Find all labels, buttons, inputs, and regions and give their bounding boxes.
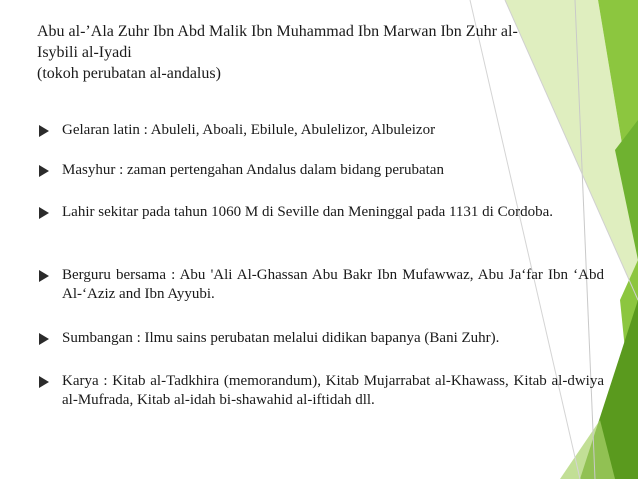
- title-line-1: Abu al-’Ala Zuhr Ibn Abd Malik Ibn Muhammad Ibn Marwan Ibn Zuhr al-: [37, 23, 518, 40]
- arrow-bullet-icon: [39, 207, 49, 219]
- bullet-text: Karya : Kitab al-Tadkhira (memorandum), Kitab Mujarrabat al-Khawass, Kitab al-dwiya al-Mufrada, Kitab al-idah bi-shawahid al-iftidah dll.: [62, 373, 604, 408]
- arrow-bullet-icon: [39, 270, 49, 282]
- slide-title: [37, 21, 592, 84]
- bullet-item: [36, 372, 604, 410]
- bullet-text: Lahir sekitar pada tahun 1060 M di Seville dan Meninggal pada 1131 di Cordoba.: [62, 204, 554, 220]
- bullet-text: Gelaran latin : Abuleli, Aboali, Ebilule, Abulelizor, Albuleizor: [62, 122, 436, 138]
- bullet-item: [36, 121, 604, 140]
- arrow-bullet-icon: [39, 125, 49, 137]
- bullet-text: Sumbangan : Ilmu sains perubatan melalui didikan bapanya (Bani Zuhr).: [62, 330, 500, 346]
- bullet-item: [36, 203, 604, 222]
- bullet-item: [36, 329, 604, 348]
- arrow-bullet-icon: [39, 376, 49, 388]
- arrow-bullet-icon: [39, 165, 49, 177]
- bullet-text: Masyhur : zaman pertengahan Andalus dalam bidang perubatan: [62, 162, 444, 178]
- bullet-item: [36, 266, 604, 304]
- arrow-bullet-icon: [39, 333, 49, 345]
- title-line-2: Isybili al-Iyadi: [37, 44, 132, 61]
- title-line-3: (tokoh perubatan al-andalus): [37, 65, 221, 82]
- bullet-item: [36, 161, 604, 180]
- bullet-text: Berguru bersama : Abu 'Ali Al-Ghassan Abu Bakr Ibn Mufawwaz, Abu Ja‘far Ibn ‘Abd Al-‘Aziz and Ibn Ayyubi.: [62, 267, 604, 302]
